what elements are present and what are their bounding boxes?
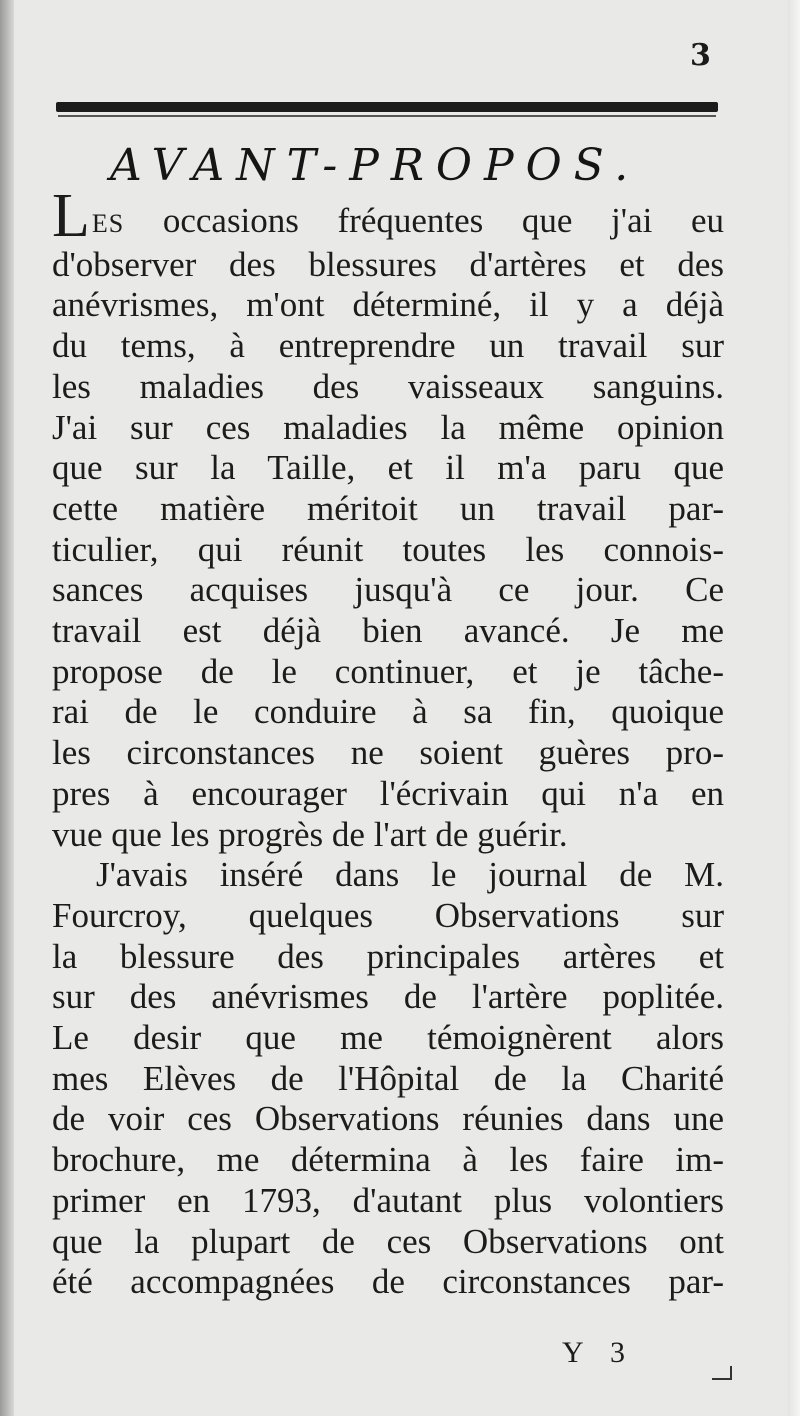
text-line: les circonstances ne soient guères pro- (52, 733, 724, 773)
text-line: de voir ces Observations réunies dans une (52, 1099, 724, 1139)
page-number: 3 (690, 38, 711, 73)
text-line: la blessure des principales artères et (52, 936, 724, 976)
text-line: J'avais inséré dans le journal de M. (96, 855, 724, 895)
section-heading: AVANT-PROPOS. (110, 140, 641, 191)
text-line: travail est déjà bien avancé. Je me (52, 611, 724, 651)
header-rule-thin (58, 115, 716, 117)
text-line: vue que les progrès de l'art de guérir. (52, 814, 568, 854)
text-line: pres à encourager l'écrivain qui n'a en (52, 773, 724, 813)
body-text (52, 182, 724, 1303)
printer-signature-mark: Y 3 (562, 1336, 636, 1369)
page-edge (788, 0, 800, 1416)
text-line: primer en 1793, d'autant plus volontiers (52, 1180, 724, 1220)
text-line: propose de le continuer, et je tâche- (52, 651, 724, 691)
corner-mark (712, 1366, 732, 1380)
text-line-1-rest: occasions fréquentes que j'ai eu (124, 201, 724, 240)
text-line: du tems, à entreprendre un travail sur (52, 326, 724, 366)
text-line: que sur la Taille, et il m'a paru que (52, 448, 724, 488)
text-line: sur des anévrismes de l'artère poplitée. (52, 977, 724, 1017)
page-gutter-shadow (0, 0, 14, 1416)
text-line: cette matière méritoit un travail par- (52, 488, 724, 528)
drop-cap: L (52, 182, 90, 250)
text-line: été accompagnées de circonstances par- (52, 1262, 724, 1302)
text-line: les maladies des vaisseaux sanguins. (52, 366, 724, 406)
text-line: d'observer des blessures d'artères et des (52, 244, 724, 284)
text-line: que la plupart de ces Observations ont (52, 1221, 724, 1261)
text-line: mes Elèves de l'Hôpital de la Charité (52, 1058, 724, 1098)
text-line: Le desir que me témoignèrent alors (52, 1018, 724, 1058)
header-rule (56, 102, 718, 112)
text-line: anévrismes, m'ont déterminé, il y a déjà (52, 285, 724, 325)
text-line: brochure, me détermina à les faire im- (52, 1140, 724, 1180)
text-line: ticulier, qui réunit toutes les connois- (52, 529, 724, 569)
text-line-1 (52, 182, 724, 250)
small-caps: ES (91, 209, 125, 238)
text-line: J'ai sur ces maladies la même opinion (52, 407, 724, 447)
text-line: rai de le conduire à sa fin, quoique (52, 692, 724, 732)
text-line: sances acquises jusqu'à ce jour. Ce (52, 570, 724, 610)
text-line: Fourcroy, quelques Observations sur (52, 895, 724, 935)
